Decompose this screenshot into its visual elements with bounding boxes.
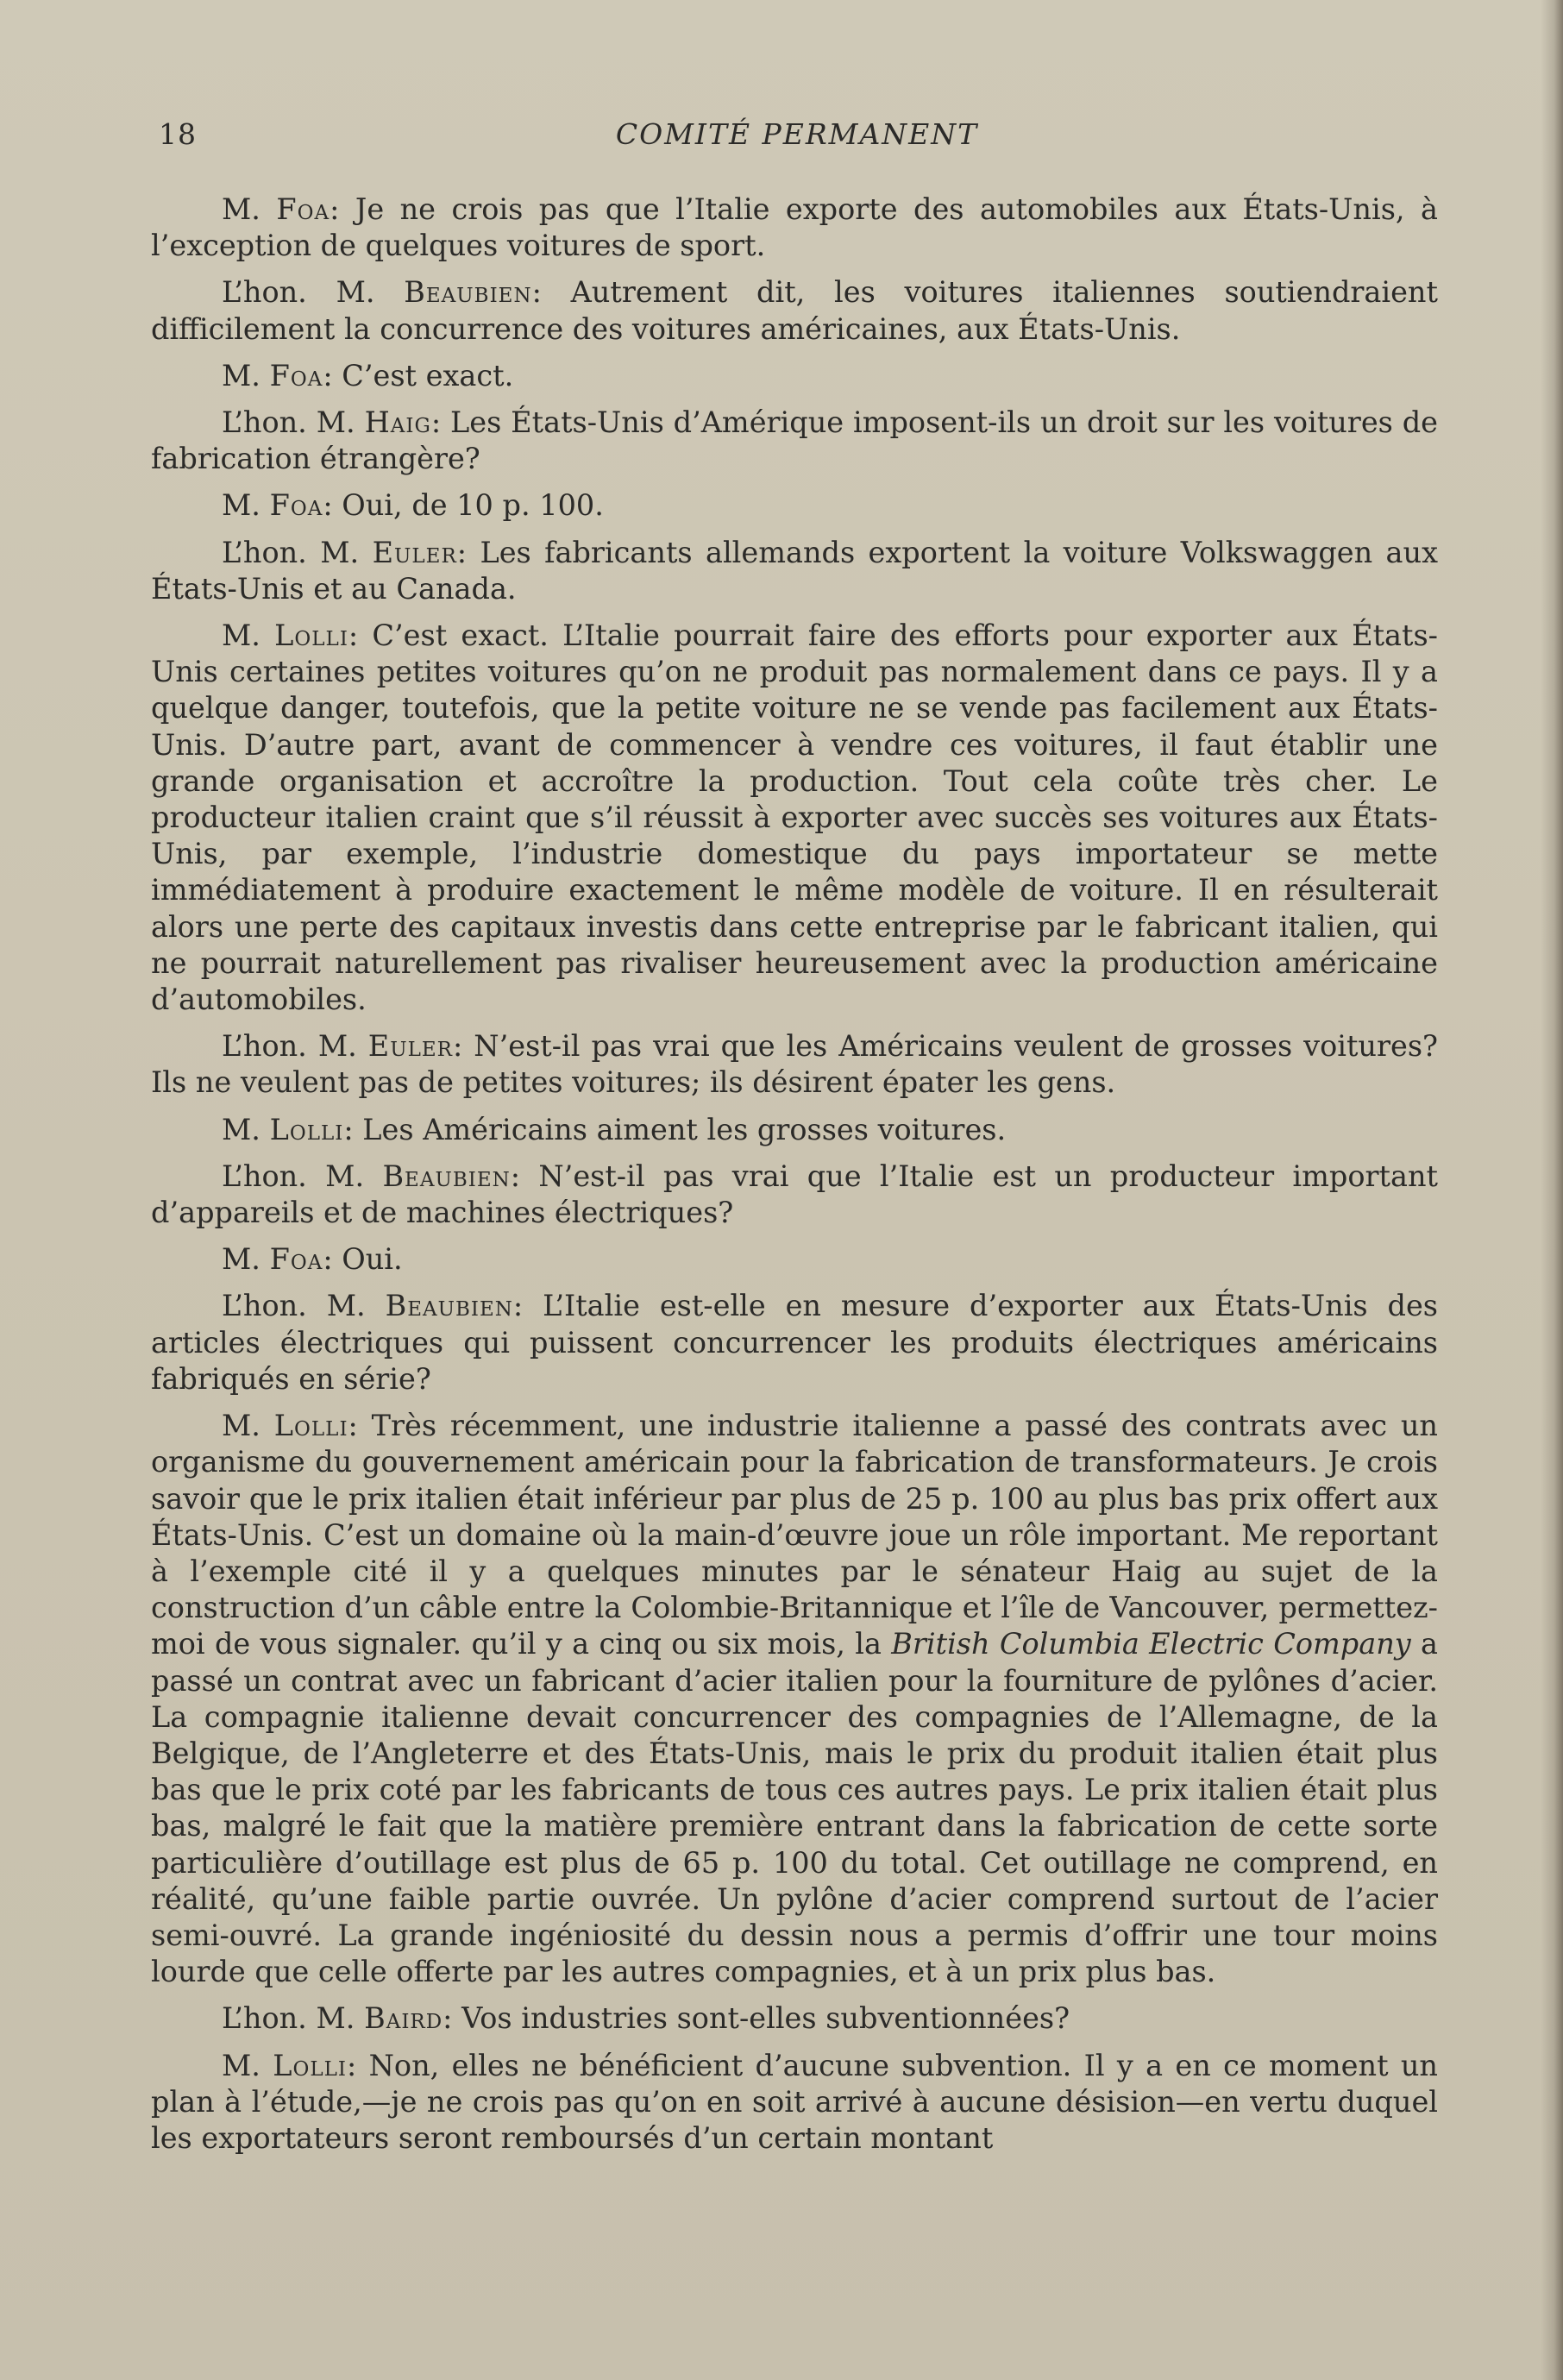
speaker-name: Foa [276, 192, 330, 226]
speaker-name: Lolli [273, 2048, 347, 2082]
paragraph-text: : Je ne crois pas que l’Italie exporte des automobiles aux États-Unis, à l’exception de quelques voitures de sport. [151, 192, 1438, 263]
page-header [159, 117, 1435, 160]
paragraph [151, 274, 1438, 347]
speaker-name: Beaubien [385, 1289, 513, 1323]
paragraph [151, 1159, 1438, 1231]
paragraph [151, 1028, 1438, 1101]
paragraph-text: : Autrement dit, les voitures italiennes soutiendraient difficilement la concurrence des voitures américaines, aux États-Unis. [151, 275, 1438, 346]
speaker-prefix: L’hon. M. [222, 275, 405, 310]
paragraph-text: : Oui. [323, 1242, 403, 1277]
speaker-name: Lolli [269, 1112, 344, 1146]
paragraph [151, 1241, 1438, 1278]
document-body [151, 192, 1438, 2167]
speaker-prefix: M. [222, 358, 270, 392]
paragraph-text: : Oui, de 10 p. 100. [323, 488, 604, 523]
paragraph-text: : C’est exact. [323, 358, 514, 392]
speaker-prefix: L’hon. M. [222, 2001, 365, 2036]
speaker-prefix: M. [222, 192, 277, 226]
paragraph-text: : Les États-Unis d’Amérique imposent-ils un droit sur les voitures de fabrication étrangère? [151, 405, 1438, 476]
paragraph-text: : Les fabricants allemands exportent la voiture Volkswaggen aux États-Unis et au Canada. [151, 535, 1438, 606]
speaker-name: Euler [367, 1029, 453, 1064]
italic-company-name: British Columbia Electric Company [891, 1627, 1411, 1661]
page-number: 18 [159, 117, 197, 151]
speaker-name: Foa [269, 1242, 323, 1277]
speaker-prefix: L’hon. M. [222, 535, 373, 569]
speaker-name: Beaubien [404, 275, 532, 310]
paragraph-text: : L’Italie est-elle en mesure d’exporter aux États-Unis des articles électriques qui puissent concurrencer les produits électriques américains fabriqués en série? [151, 1289, 1438, 1396]
paragraph [151, 405, 1438, 477]
paragraph-text: a passé un contrat avec un fabricant d’acier italien pour la fourniture de pylônes d’acier. La compagnie italienne devait concurrencer des compagnies de l’Allemagne, de la Belgique, de l’Angleterre et des États-Unis, mais le prix du produit italien était plus bas que le prix coté par les fabricants de tous ces autres pays. Le prix italien était plus bas, malgré le fait que la matière première entrant dans la fabrication de cette sorte particulière d’outillage est plus de 65 p. 100 du total. Cet outillage ne comprend, en réalité, qu’une faible partie ouvrée. Un pylône d’acier comprend surtout de l’acier semi-ouvré. La grande ingéniosité du dessin nous a permis d’offrir une tour moins lourde que celle offerte par les autres compagnies, et à un prix plus bas. [151, 1627, 1438, 1989]
speaker-prefix: M. [222, 1409, 274, 1443]
paragraph-text: : Vos industries sont-elles subventionnées? [443, 2001, 1070, 2036]
paragraph [151, 192, 1438, 264]
speaker-name: Lolli [273, 1409, 348, 1443]
speaker-name: Lolli [274, 619, 348, 653]
paragraph [151, 2048, 1438, 2157]
paragraph [151, 1112, 1438, 1148]
speaker-name: Foa [269, 488, 323, 523]
speaker-name: Euler [372, 535, 457, 569]
speaker-prefix: L’hon. M. [222, 1029, 368, 1064]
speaker-name: Baird [364, 2001, 443, 2036]
speaker-prefix: M. [222, 1242, 270, 1277]
speaker-prefix: L’hon. M. [222, 1289, 386, 1323]
speaker-name: Beaubien [382, 1159, 511, 1193]
paragraph [151, 1408, 1438, 1990]
paragraph-text: : N’est-il pas vrai que les Américains veulent de grosses voitures? Ils ne veulent pas de petites voitures; ils désirent épater les gens. [151, 1029, 1438, 1100]
paragraph [151, 618, 1438, 1018]
paragraph [151, 535, 1438, 607]
speaker-prefix: M. [222, 2048, 273, 2082]
speaker-name: Foa [269, 358, 323, 392]
paragraph [151, 1288, 1438, 1397]
paragraph [151, 358, 1438, 394]
running-title: COMITÉ PERMANENT [615, 117, 979, 151]
speaker-name: Haig [364, 405, 431, 440]
paragraph-text: : N’est-il pas vrai que l’Italie est un producteur important d’appareils et de machines électriques? [151, 1159, 1438, 1230]
paragraph-text: : Les Américains aiment les grosses voitures. [343, 1112, 1007, 1146]
speaker-prefix: M. [222, 488, 270, 523]
paragraph [151, 2000, 1438, 2037]
speaker-prefix: M. [222, 1112, 270, 1146]
paragraph-text: : C’est exact. L’Italie pourrait faire des efforts pour exporter aux États-Unis certaines petites voitures qu’on ne produit pas normalement dans ce pays. Il y a quelque danger, toutefois, que la petite voiture ne se vende pas facilement aux États-Unis. D’autre part, avant de commencer à vendre ces voitures, il faut établir une grande organisation et accroître la production. Tout cela coûte très cher. Le producteur italien craint que s’il réussit à exporter avec succès ses voitures aux États-Unis, par exemple, l’industrie domestique du pays importateur se mette immédiatement à produire exactement le même modèle de voiture. Il en résulterait alors une perte des capitaux investis dans cette entreprise par le fabricant italien, qui ne pourrait naturellement pas rivaliser heureusement avec la production américaine d’automobiles. [151, 619, 1438, 1017]
page-edge-shadow [1541, 0, 1563, 2380]
paragraph [151, 487, 1438, 524]
speaker-prefix: M. [222, 619, 275, 653]
paragraph-text: : Très récemment, une industrie italienne a passé des contrats avec un organisme du gouvernement américain pour la fabrication de transformateurs. Je crois savoir que le prix italien était inférieur par plus de 25 p. 100 au plus bas prix offert aux États-Unis. C’est un domaine où la main-d’œuvre joue un rôle important. Me reportant à l’exemple cité il y a quelques minutes par le sénateur Haig au sujet de la construction d’un câble entre la Colombie-Britannique et l’île de Vancouver, permettez-moi de vous signaler. qu’il y a cinq ou six mois, la [151, 1409, 1438, 1661]
speaker-prefix: L’hon. M. [222, 1159, 383, 1193]
speaker-prefix: L’hon. M. [222, 405, 365, 440]
paragraph-text: : Non, elles ne bénéficient d’aucune subvention. Il y a en ce moment un plan à l’étude,—je ne crois pas qu’on en soit arrivé à aucune désision—en vertu duquel les exportateurs seront remboursés d’un certain montant [151, 2048, 1438, 2155]
